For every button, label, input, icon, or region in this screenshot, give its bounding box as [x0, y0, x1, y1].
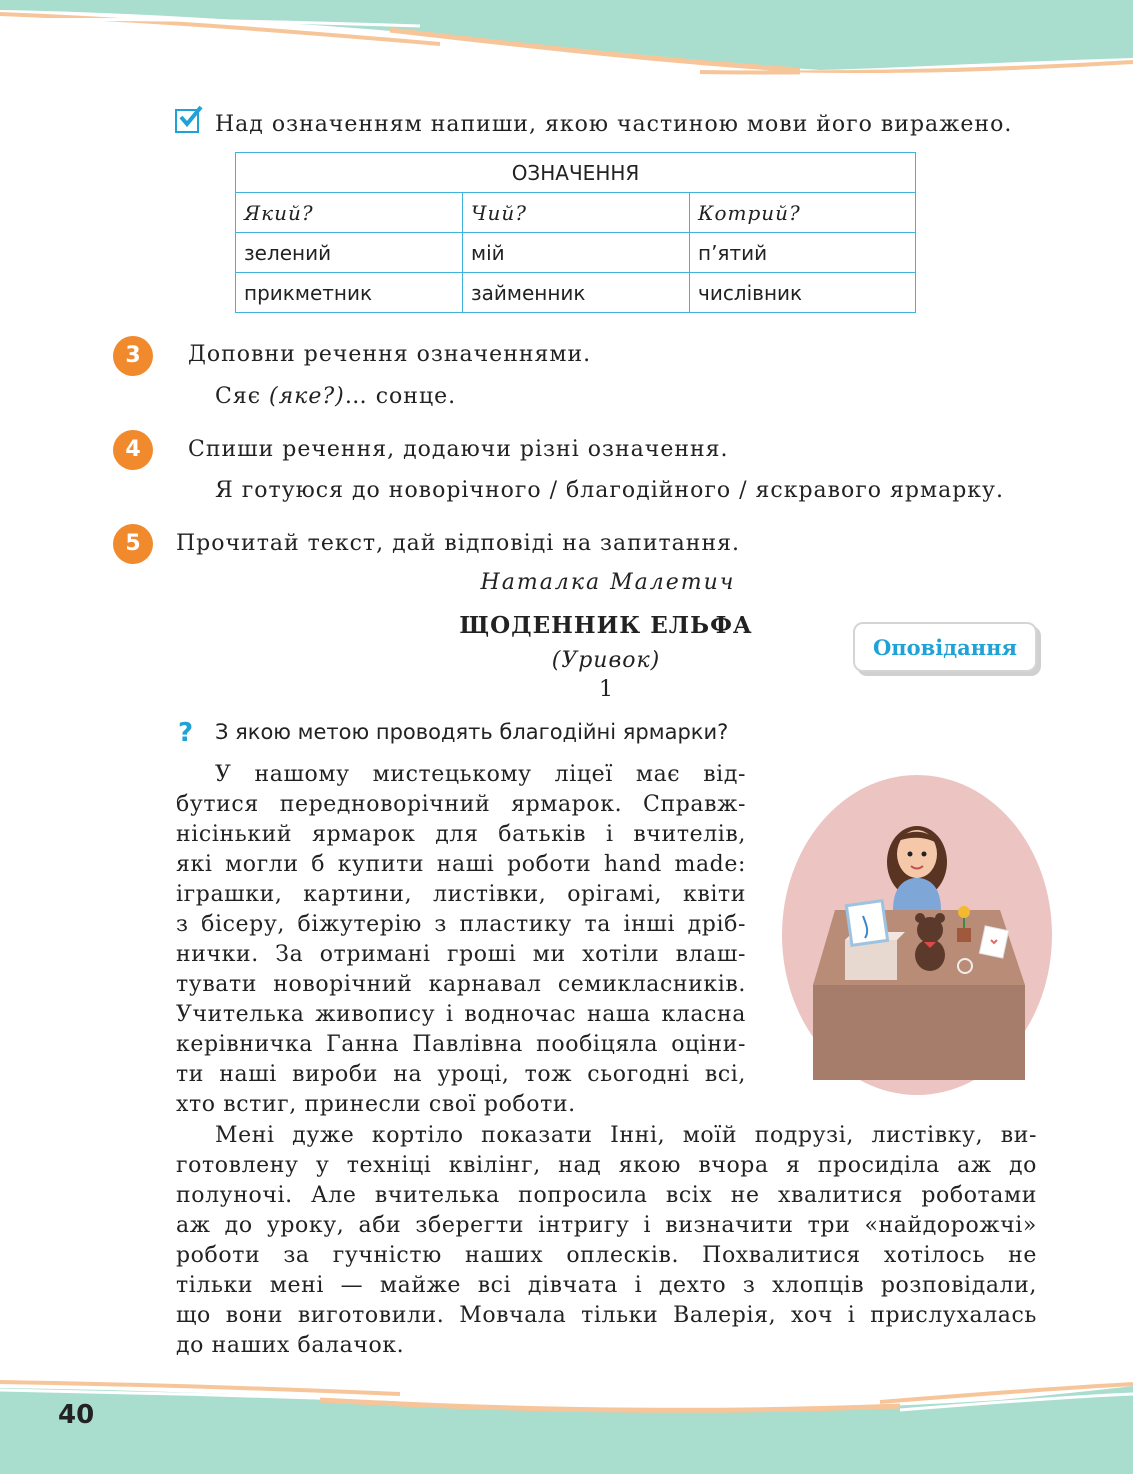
definition-table [235, 152, 916, 313]
table-cell: Котрий? [690, 193, 916, 233]
task4-text: Спиши речення, додаючи різні означення. [188, 437, 729, 462]
task3-example-question: (яке?) [269, 384, 345, 409]
text-line: Учителька живопису і водночас наша класна [176, 1002, 746, 1027]
text-line: що вони виготовили. Мовчала тільки Валерія, хоч і прислухалась [176, 1303, 1037, 1328]
table-cell: прикметник [236, 273, 463, 313]
table-header: ОЗНАЧЕННЯ [236, 153, 916, 193]
text-line: іграшки, картини, листівки, орігамі, квіти [176, 882, 746, 907]
table-row [236, 273, 916, 313]
fair-illustration [775, 770, 1060, 1100]
task3-text: Доповни речення означеннями. [188, 342, 592, 367]
task5-text: Прочитай текст, дай відповіді на запитання. [176, 531, 740, 556]
text-line: хто встиг, принесли свої роботи. [176, 1092, 576, 1117]
task3-example [215, 383, 456, 411]
text-line: роботи за гучністю наших оплесків. Похвалитися хотілось не [176, 1243, 1037, 1268]
task-number-badge: 3 [113, 336, 153, 376]
story-part-number: 1 [599, 677, 613, 702]
question-mark-icon: ? [178, 718, 194, 748]
table-cell: числівник [690, 273, 916, 313]
task4-example: Я готуюся до новорічного / благодійного / яскравого ярмарку. [215, 478, 1004, 503]
checkbox-icon [175, 109, 199, 133]
text-line: до наших балачок. [176, 1333, 405, 1358]
text-line: бутися передноворічний ярмарок. Справж- [176, 792, 746, 817]
text-line: з бісеру, біжутерію з пластику та інші дріб- [176, 912, 746, 937]
table-cell: п’ятий [690, 233, 916, 273]
task-number-badge: 5 [113, 524, 153, 564]
table-cell: Чий? [463, 193, 690, 233]
task3-example-start: Сяє [215, 384, 270, 409]
table-header-row [236, 153, 916, 193]
page-number: 40 [58, 1400, 95, 1430]
story-paragraph-2 [176, 1121, 1037, 1361]
story-question: З якою метою проводять благодійні ярмарки? [215, 720, 729, 744]
text-line: У нашому мистецькому ліцеї має від- [215, 762, 746, 787]
table-cell: займенник [463, 273, 690, 313]
task-number-badge: 4 [113, 430, 153, 470]
text-line: які могли б купити наші роботи hand made: [176, 852, 746, 877]
task3-example-end: … сонце. [344, 384, 457, 409]
text-line: готовлену у техніці квілінг, над якою вчора я просиділа аж до [176, 1153, 1037, 1178]
text-line: полуночі. Але вчителька попросила всіх не хвалитися роботами [176, 1183, 1037, 1208]
text-line: тувати новорічний карнавал семикласників. [176, 972, 746, 997]
table-cell: Який? [236, 193, 463, 233]
text-line: аж до уроку, аби зберегти інтригу і визначити три «найдорожчі» [176, 1213, 1037, 1238]
table-row [236, 233, 916, 273]
story-subtitle: (Уривок) [551, 648, 661, 673]
text-line: нички. За отримані гроші ми хотіли влаш- [176, 942, 746, 967]
text-line: тільки мені — майже всі дівчата і дехто з хлопців розповідали, [176, 1273, 1037, 1298]
top-wave-decoration [0, 0, 1133, 90]
genre-label: Оповідання [853, 622, 1037, 672]
text-line: керівничка Ганна Павлівна пообіцяла оціни- [176, 1032, 746, 1057]
story-title: ЩОДЕННИК ЕЛЬФА [459, 612, 753, 639]
text-line: ти наші вироби на уроці, тож сьогодні всі, [176, 1062, 746, 1087]
story-author: Наталка Малетич [480, 570, 736, 595]
table-cell: мій [463, 233, 690, 273]
table-cell: зелений [236, 233, 463, 273]
task-check-text: Над означенням напиши, якою частиною мови його виражено. [215, 112, 1013, 137]
story-paragraph-1 [176, 760, 746, 1120]
bottom-wave-decoration [0, 1374, 1133, 1474]
text-line: нісінький ярмарок для батьків і вчителів, [176, 822, 746, 847]
table-row [236, 193, 916, 233]
text-line: Мені дуже кортіло показати Інні, моїй подрузі, листівку, ви- [215, 1123, 1037, 1148]
